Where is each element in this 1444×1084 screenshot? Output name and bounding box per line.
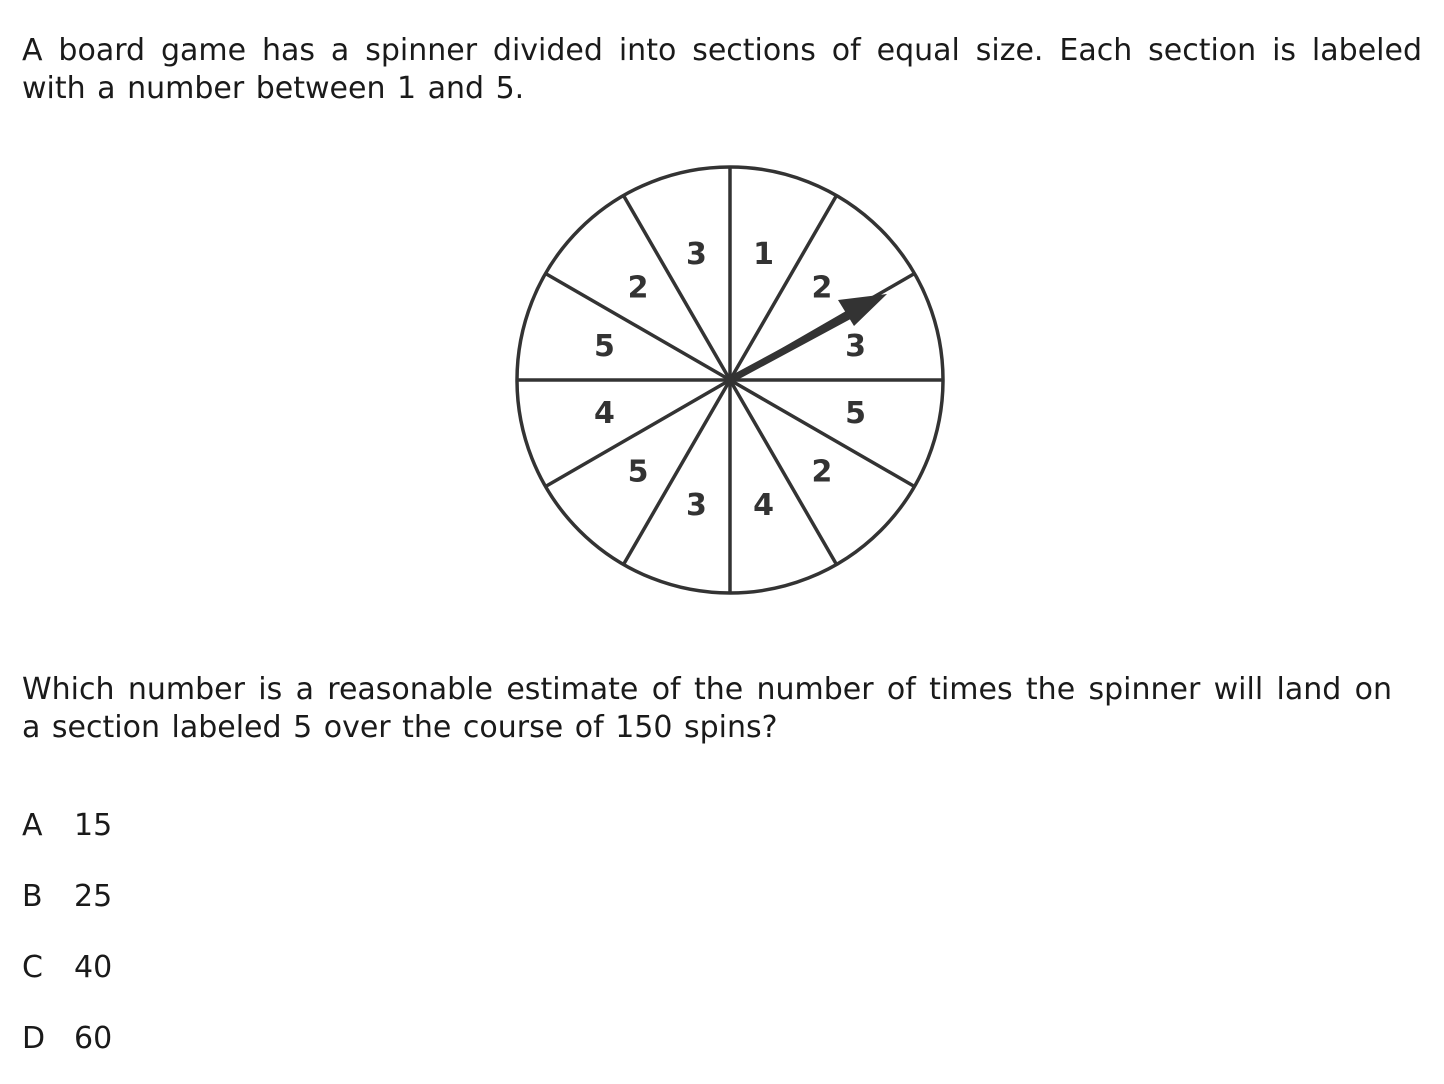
choice-letter: A — [22, 808, 43, 843]
choice-letter: D — [22, 1021, 46, 1056]
answer-choice-c[interactable] — [22, 949, 112, 987]
choice-letter: B — [22, 879, 43, 914]
choice-value: 25 — [74, 879, 113, 914]
spinner-section-label: 4 — [593, 396, 615, 432]
spinner-section-label: 5 — [593, 328, 615, 364]
spinner-section-label: 1 — [753, 236, 775, 272]
question-text: Which number is a reasonable estimate of the number of times the spinner will land on a section labeled 5 over the course of 150 spins? — [22, 672, 1392, 745]
choice-value: 15 — [74, 808, 113, 843]
spinner-section-label: 5 — [627, 454, 649, 490]
spinner-section-label: 3 — [685, 488, 707, 524]
spinner-section-label: 3 — [685, 236, 707, 272]
answer-choice-a[interactable] — [22, 807, 112, 845]
answer-choice-d[interactable] — [22, 1020, 112, 1058]
spinner-section-label: 4 — [753, 488, 775, 524]
spinner-section-label: 2 — [811, 454, 833, 490]
spinner-section-label: 5 — [845, 396, 867, 432]
answer-choice-b[interactable] — [22, 878, 112, 916]
spinner-section-label: 3 — [845, 328, 867, 364]
choice-letter: C — [22, 950, 43, 985]
spinner-section-label: 2 — [811, 270, 833, 306]
choice-value: 60 — [74, 1021, 113, 1056]
choice-value: 40 — [74, 950, 113, 985]
spinner-section-label: 2 — [627, 270, 649, 306]
intro-text: A board game has a spinner divided into sections of equal size. Each section is labeled with a number between 1 and 5. — [22, 33, 1422, 106]
